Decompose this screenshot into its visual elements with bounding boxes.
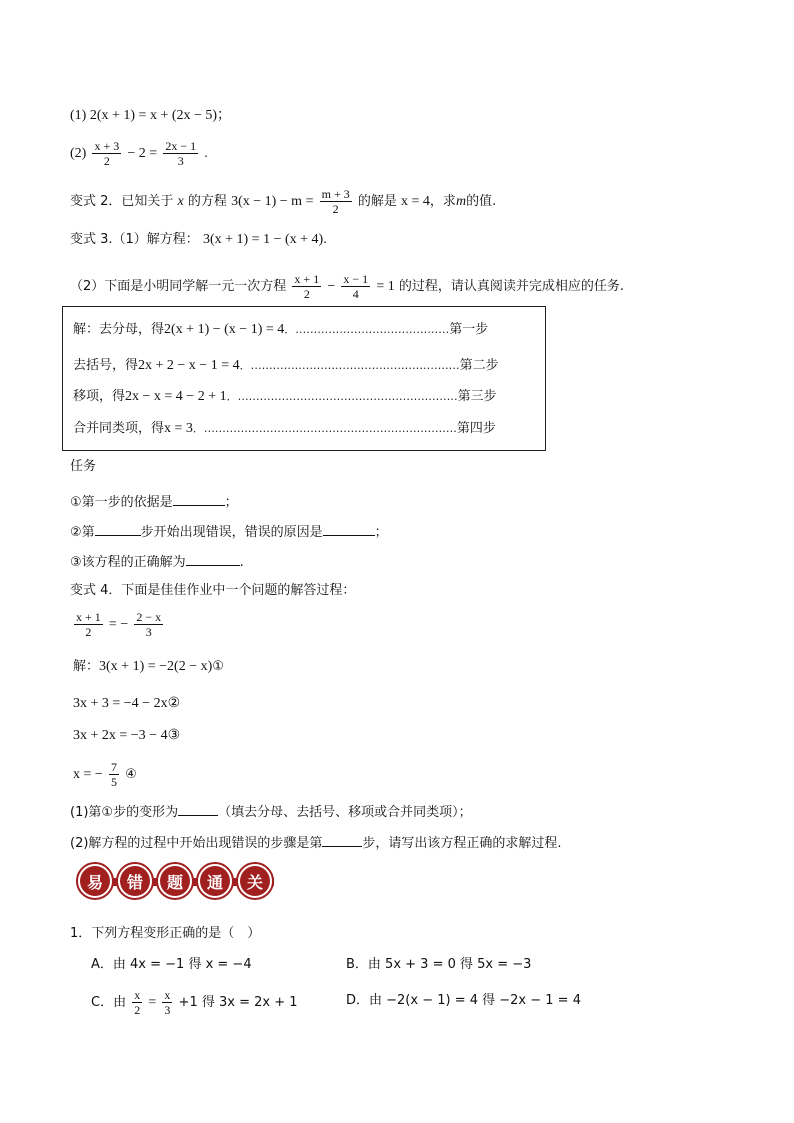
- variant-4-step-2: 3x + 3 = −4 − 2x②: [73, 696, 181, 711]
- variant-4-question-1: (1)第①步的变形为 （填去分母、去括号、移项或合并同类项）；: [70, 801, 472, 822]
- solution-step-3: 移项，得2x − x = 4 − 2 + 1．……………………………………………………第三步: [73, 389, 497, 404]
- mcq-option-c[interactable]: C．由 $\frac{x}{2}$ = $\frac{x}{3}$ +1 得 3x = 2x + 1: [91, 988, 298, 1017]
- variant-4-question-2: (2)解方程的过程中开始出现错误的步骤是第 步，请写出该方程正确的求解过程.: [70, 832, 562, 853]
- variant-3-part-2: （2）下面是小明同学解一元一次方程 $\frac{x + 1}{2}$ − $\frac{x - 1}{4}$ = 1 的过程，请认真阅读并完成相应的任务.: [70, 272, 624, 301]
- fraction: $\frac{7}{5}$: [110, 760, 117, 789]
- task-3: ③该方程的正确解为 .: [70, 551, 244, 572]
- variant-2-equation: 3(x − 1) − m =: [231, 194, 314, 209]
- answer-blank[interactable]: [323, 521, 375, 536]
- variant-4-step-1: 解：3(x + 1) = −2(2 − x)①: [73, 659, 224, 674]
- fraction: $\frac{x + 1}{2}$: [294, 272, 320, 301]
- problem-1: (1) 2(x + 1) = x + (2x − 5)；: [70, 108, 232, 123]
- answer-blank[interactable]: [173, 491, 225, 506]
- mcq-stem: 1．下列方程变形正确的是（ ）: [70, 926, 261, 941]
- fraction: $\frac{2 - x}{3}$: [136, 610, 162, 639]
- banner-badge: 题: [156, 862, 194, 900]
- answer-blank[interactable]: [178, 801, 218, 816]
- variant-4-step-4: x = − $\frac{7}{5}$ ④: [73, 760, 137, 789]
- banner-badge: 易: [76, 862, 114, 900]
- fraction: $\frac{x - 1}{4}$: [343, 272, 369, 301]
- fraction: $\frac{2x - 1}{3}$: [165, 139, 197, 168]
- mcq-option-d[interactable]: D．由 −2(x − 1) = 4 得 −2x − 1 = 4: [346, 993, 581, 1008]
- section-banner: [76, 862, 276, 904]
- variant-3-equation: 3(x + 1) = 1 − (x + 4): [202, 232, 324, 247]
- task-1: ①第一步的依据是 ；: [70, 491, 238, 512]
- banner-badge: 关: [236, 862, 274, 900]
- solution-step-4: 合并同类项，得x = 3．……………………………………………………………第四步: [73, 421, 496, 436]
- mcq-option-b[interactable]: B．由 5x + 3 = 0 得 5x = −3: [346, 957, 532, 972]
- fraction: $\frac{x}{2}$: [134, 988, 141, 1017]
- variant-2: 变式 2．已知关于 x 的方程 3(x − 1) − m = $\frac{m + 3}{2}$ 的解是 x = 4，求m的值.: [70, 187, 497, 216]
- answer-blank[interactable]: [95, 521, 141, 536]
- banner-badge: 错: [116, 862, 154, 900]
- fraction: $\frac{x + 1}{2}$: [76, 610, 101, 639]
- solution-step-2: 去括号，得2x + 2 − x − 1 = 4．…………………………………………………第二步: [73, 358, 499, 373]
- task-title: 任务: [70, 459, 97, 474]
- fraction: $\frac{x}{3}$: [164, 988, 171, 1017]
- problem-2-prefix: (2): [70, 146, 87, 161]
- task-2: ②第 步开始出现错误，错误的原因是 ；: [70, 521, 388, 542]
- variant-4-intro: 变式 4．下面是佳佳作业中一个问题的解答过程：: [70, 583, 356, 598]
- mcq-option-a[interactable]: A．由 4x = −1 得 x = −4: [91, 957, 252, 972]
- solution-step-1: 解：去分母，得2(x + 1) − (x − 1) = 4．……………………………………第一步: [73, 322, 489, 337]
- variant-4-step-3: 3x + 2x = −3 − 4③: [73, 728, 181, 743]
- problem-2: (2) $\frac{x + 3}{2}$ − 2 = $\frac{2x - 1}{3}$ .: [70, 139, 208, 168]
- variant-3-part-1: 变式 3.（1）解方程： 3(x + 1) = 1 − (x + 4).: [70, 232, 327, 247]
- fraction: $\frac{m + 3}{2}$: [321, 187, 350, 216]
- fraction: $\frac{x + 3}{2}$: [94, 139, 120, 168]
- banner-badge: 通: [196, 862, 234, 900]
- answer-blank[interactable]: [322, 832, 362, 847]
- variant-4-equation: $\frac{x + 1}{2}$ = − $\frac{2 - x}{3}$: [76, 610, 162, 639]
- answer-blank[interactable]: [186, 551, 240, 566]
